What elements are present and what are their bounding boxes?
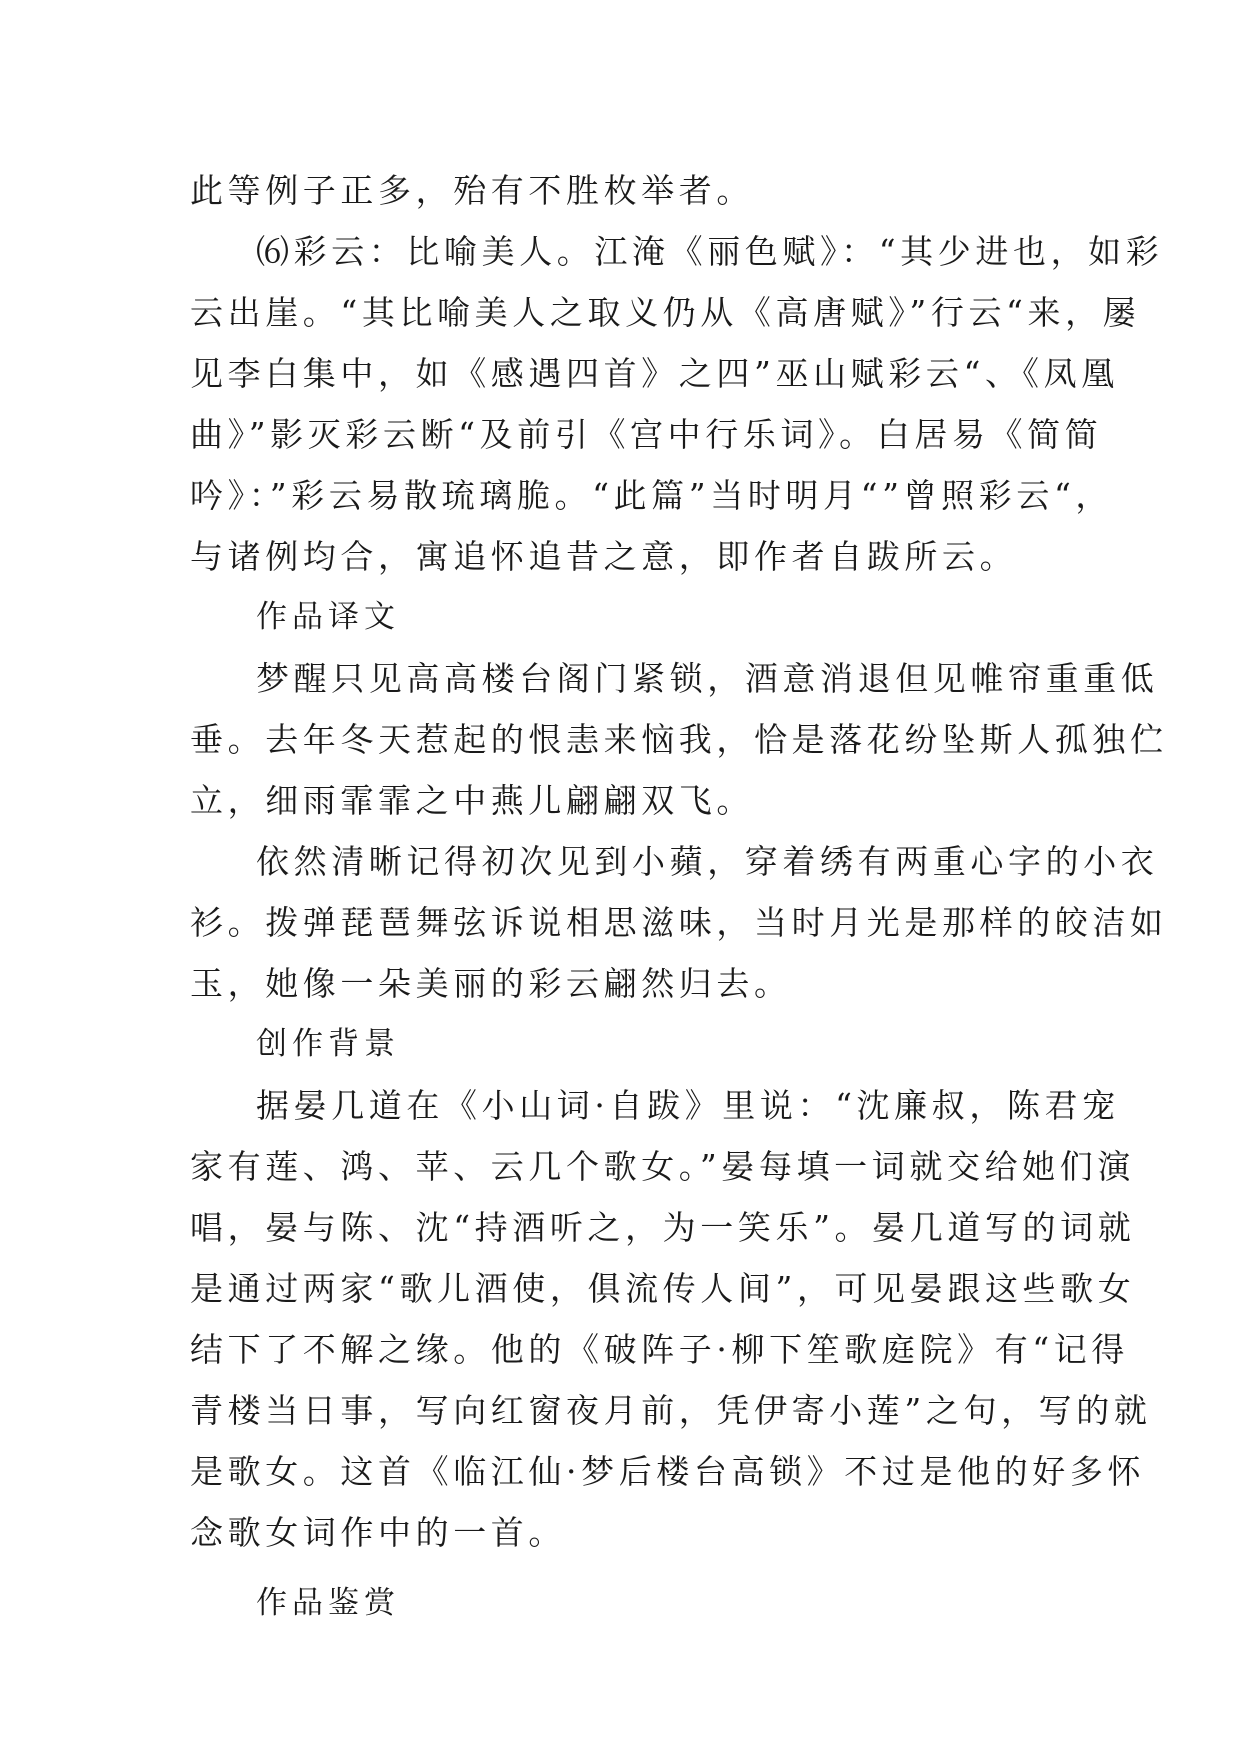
text-line: 吟》：”彩云易散琉璃脆。“此篇”当时明月“”曾照彩云“， [190,476,1114,515]
text-line: ⑹彩云：比喻美人。江淹《丽色赋》：“其少进也，如彩 [256,232,1164,271]
text-line: 念歌女词作中的一首。 [190,1513,566,1552]
text-line: 立，细雨霏霏之中燕儿翩翩双飞。 [190,781,754,820]
text-line: 是通过两家“歌儿酒使，俱流传人间”，可见晏跟这些歌女 [190,1269,1136,1308]
text-line: 云出崖。“其比喻美人之取义仍从《高唐赋》”行云“来，屡 [190,293,1141,332]
text-line: 玉，她像一朵美丽的彩云翩然归去。 [190,964,792,1003]
background-paragraph [190,1075,1152,1563]
spacer [190,1563,1070,1573]
text-line: 是歌女。这首《临江仙·梦后楼台高锁》不过是他的好多怀 [190,1452,1146,1491]
translation-paragraph-2 [190,831,1168,1014]
section-heading-translation: 作品译文 [256,599,400,635]
translation-paragraph-1 [190,648,1168,831]
text-line: 此等例子正多，殆有不胜枚举者。 [190,171,754,210]
note-6-paragraph [190,221,1164,587]
text-line: 依然清晰记得初次见到小蘋，穿着绣有两重心字的小衣 [256,842,1159,881]
text-line: 垂。去年冬天惹起的恨恚来恼我，恰是落花纷坠斯人孤独伫 [190,720,1168,759]
text-line: 梦醒只见高高楼台阁门紧锁，酒意消退但见帷帘重重低 [256,659,1159,698]
text-line: 与诸例均合，寓追怀追昔之意，即作者自跋所云。 [190,537,1018,576]
text-line: 唱，晏与陈、沈“持酒听之，为一笑乐”。晏几道写的词就 [190,1208,1136,1247]
text-line: 家有莲、鸿、苹、云几个歌女。”晏每填一词就交给她们演 [190,1147,1135,1186]
text-line: 曲》”影灭彩云断“及前引《宫中行乐词》。白居易《简简 [190,415,1103,454]
text-line: 衫。拨弹琵琶舞弦诉说相思滋味，当时月光是那样的皎洁如 [190,903,1168,942]
section-heading-background: 创作背景 [256,1026,400,1062]
paragraph-continuation [190,160,1070,221]
section-heading-appreciation: 作品鉴赏 [256,1585,400,1621]
text-line: 见李白集中，如《感遇四首》之四”巫山赋彩云“、《凤凰 [190,354,1119,393]
text-line: 青楼当日事，写向红窗夜月前，凭伊寄小莲”之句，写的就 [190,1391,1152,1430]
text-line: 据晏几道在《小山词·自跋》里说：“沈廉叔，陈君宠 [256,1086,1120,1125]
document-page [190,160,1168,1634]
text-line: 结下了不解之缘。他的《破阵子·柳下笙歌庭院》有“记得 [190,1330,1129,1369]
